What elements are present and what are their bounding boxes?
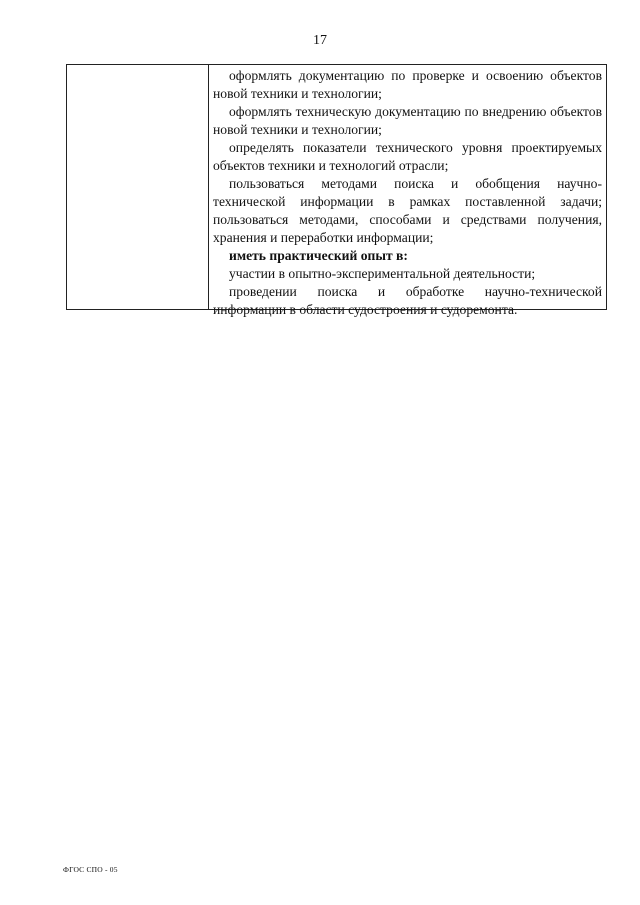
table-right-cell xyxy=(209,65,606,317)
list-item: определять показатели технического уровня проектируемых объектов техники и технологий отрасли; xyxy=(213,140,602,173)
list-item: участии в опытно-экспериментальной деятельности; xyxy=(229,266,536,281)
list-item: оформлять техническую документацию по внедрению объектов новой техники и технологии; xyxy=(213,104,602,137)
table-left-cell xyxy=(67,65,209,309)
list-item: проведении поиска и обработке научно-технической информации в области судостроения и судоремонта. xyxy=(213,284,602,317)
document-code: ФГОС СПО - 05 xyxy=(63,865,118,874)
list-item: пользоваться методами поиска и обобщения научно-технической информации в рамках поставленной задачи; пользоваться методами, способами и средствами получения, хранения и переработки информации; xyxy=(213,176,602,245)
competency-table xyxy=(66,64,607,317)
page-number: 17 xyxy=(313,33,327,48)
section-heading: иметь практический опыт в: xyxy=(229,248,408,263)
list-item: оформлять документацию по проверке и освоению объектов новой техники и технологии; xyxy=(213,68,602,101)
